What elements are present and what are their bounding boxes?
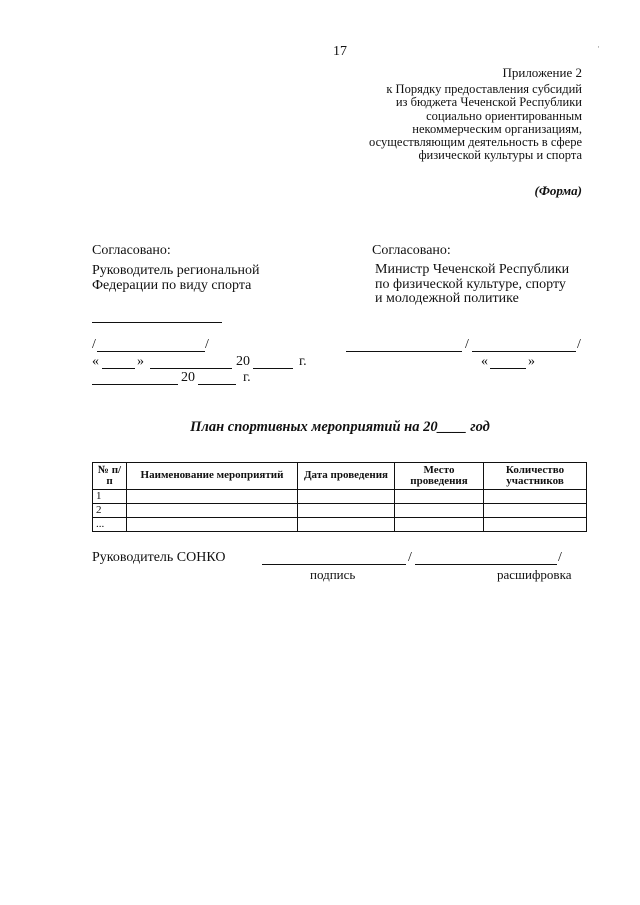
plan-title: План спортивных мероприятий на 20____ год [190,419,490,435]
form-label: (Форма) [534,183,582,198]
scan-mark: · [597,42,600,52]
agreed-left-label: Согласовано: [92,243,171,258]
official-left [92,263,259,293]
appendix-line: из бюджета Чеченской Республики [395,95,582,110]
right-name-line [472,351,576,352]
appendix-line: некоммерческим организациям, [412,121,582,136]
table-cell [484,518,587,532]
table-cell [298,518,395,532]
head-signature-line [262,564,406,565]
column-header-participants: Количество участников [484,463,587,490]
left-signature-line [92,322,222,323]
table-cell [127,504,298,518]
official-left-line: Федерации по виду спорта [92,278,252,293]
left-year-suffix: г. [299,354,307,369]
table-cell [298,504,395,518]
appendix-line: осуществляющим деятельность в сфере [369,135,582,150]
left-slash-close: / [205,337,209,352]
left-year2-line [198,384,236,385]
official-right-line: Министр Чеченской Республики [375,262,570,277]
appendix-header [369,66,582,162]
table-cell [127,518,298,532]
table-row [93,504,587,518]
left-quote-close: » [137,354,144,369]
table-cell [127,490,298,504]
table-cell [395,490,484,504]
appendix-line: к Порядку предоставления субсидий [386,82,582,97]
table-cell-number: ... [93,518,127,532]
table-cell-number: 2 [93,504,127,518]
agreed-right-label: Согласовано: [372,243,451,258]
official-right [375,263,569,307]
left-year-prefix: 20 [236,354,250,369]
appendix-line: физической культуры и спорта [418,148,582,163]
table-cell [484,490,587,504]
left-year-suffix-2: г. [243,370,251,385]
right-quote-close: » [528,354,535,369]
head-slash-mid: / [408,550,412,565]
column-header-date: Дата проведения [298,463,395,490]
left-quote-open: « [92,354,99,369]
right-quote-open: « [481,354,488,369]
right-slash-close: / [577,337,581,352]
left-date2-line [92,384,178,385]
table-cell [395,504,484,518]
left-name-line [97,351,205,352]
left-year-line [253,368,293,369]
head-slash-close: / [558,550,562,565]
appendix-title: Приложение 2 [502,65,582,80]
caption-decode: расшифровка [497,567,572,582]
right-day-line [490,368,526,369]
table-header-row [93,463,587,490]
head-name-line [415,564,557,565]
table-row [93,518,587,532]
table-row [93,490,587,504]
right-slash-mid: / [465,337,469,352]
table-cell [395,518,484,532]
column-header-event-name: Наименование мероприятий [127,463,298,490]
table-cell-number: 1 [93,490,127,504]
right-signature-line [346,351,462,352]
events-table [92,462,587,532]
left-slash-open: / [92,337,96,352]
official-right-line: и молодежной политике [375,291,519,306]
official-right-line: по физической культуре, спорту [375,276,566,292]
table-cell [484,504,587,518]
left-day-line [102,368,135,369]
head-signature-label: Руководитель СОНКО [92,550,226,565]
page-number: 17 [333,44,347,59]
left-year-prefix-2: 20 [181,370,195,385]
column-header-number: № п/п [93,463,127,490]
official-left-line: Руководитель региональной [92,263,260,278]
table-cell [298,490,395,504]
appendix-line: социально ориентированным [426,108,582,123]
caption-signature: подпись [310,567,356,582]
column-header-place: Место проведения [395,463,484,490]
left-month-line [150,368,232,369]
